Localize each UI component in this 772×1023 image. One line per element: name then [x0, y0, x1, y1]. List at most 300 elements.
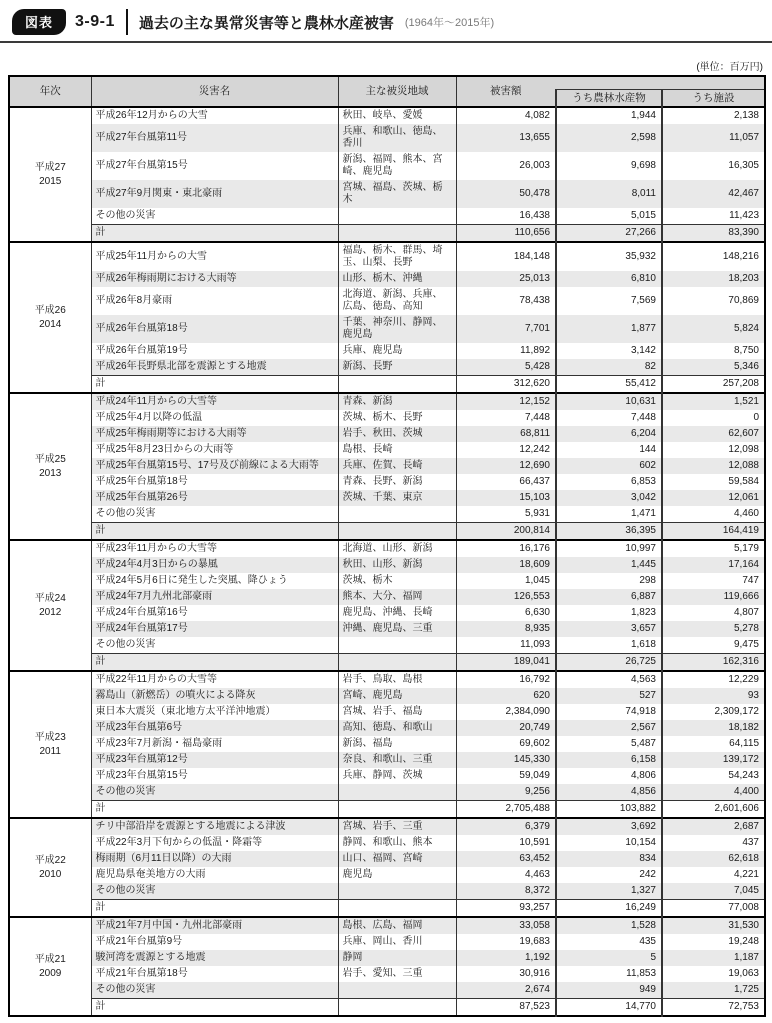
- damage-amount-cell: 18,609: [456, 557, 556, 573]
- region-cell: 兵庫、佐賀、長崎: [338, 458, 456, 474]
- facility-damage-cell: 5,179: [662, 540, 765, 557]
- damage-amount-cell: 620: [456, 688, 556, 704]
- disaster-name-cell: 霧島山（新燃岳）の噴火による降灰: [91, 688, 338, 704]
- total-agri-cell: 36,395: [556, 523, 662, 541]
- agri-damage-cell: 949: [556, 982, 662, 999]
- era-label: 平成25: [34, 454, 66, 466]
- region-cell: [338, 523, 456, 541]
- agri-damage-cell: 6,158: [556, 752, 662, 768]
- region-cell: 熊本、大分、福岡: [338, 589, 456, 605]
- disaster-name-cell: 平成24年5月6日に発生した突風、降ひょう: [91, 573, 338, 589]
- era-label: 平成26: [34, 305, 66, 317]
- agri-damage-cell: 10,997: [556, 540, 662, 557]
- disaster-name-cell: 平成27年9月関東・東北豪雨: [91, 180, 338, 208]
- total-row: [9, 225, 765, 243]
- facility-damage-cell: 5,278: [662, 621, 765, 637]
- table-row: [9, 704, 765, 720]
- agri-damage-cell: 5,487: [556, 736, 662, 752]
- region-cell: 山口、福岡、宮崎: [338, 851, 456, 867]
- total-agri-cell: 14,770: [556, 999, 662, 1017]
- damage-amount-cell: 7,701: [456, 315, 556, 343]
- agri-damage-cell: 144: [556, 442, 662, 458]
- region-cell: 岩手、秋田、茨城: [338, 426, 456, 442]
- table-row: [9, 752, 765, 768]
- figure-number: 3-9-1: [75, 13, 115, 30]
- region-cell: 兵庫、和歌山、徳島、香川: [338, 124, 456, 152]
- title-year-range: (1964年～2015年): [404, 17, 495, 29]
- agri-damage-cell: 3,657: [556, 621, 662, 637]
- facility-damage-cell: 93: [662, 688, 765, 704]
- damage-amount-cell: 69,602: [456, 736, 556, 752]
- damage-amount-cell: 16,792: [456, 671, 556, 688]
- disaster-name-cell: 平成26年8月豪雨: [91, 287, 338, 315]
- disaster-name-cell: チリ中部沿岸を震源とする地震による津波: [91, 818, 338, 835]
- region-cell: 新潟、福岡、熊本、宮崎、鹿児島: [338, 152, 456, 180]
- table-row: [9, 818, 765, 835]
- table-row: [9, 490, 765, 506]
- facility-damage-cell: 9,475: [733, 639, 759, 651]
- total-agri-cell: 27,266: [556, 225, 662, 243]
- disaster-name-cell: その他の災害: [91, 208, 338, 225]
- damage-amount-cell: 78,438: [456, 287, 556, 315]
- region-cell: 秋田、山形、新潟: [338, 557, 456, 573]
- disaster-name-cell: 平成23年7月新潟・福島豪雨: [91, 736, 338, 752]
- region-cell: [338, 506, 456, 523]
- damage-subheader-strip: [556, 76, 765, 89]
- year-label: 2013: [39, 467, 62, 479]
- facility-damage-cell: 18,182: [662, 720, 765, 736]
- figure-header: [0, 0, 772, 41]
- facility-damage-cell: 747: [742, 575, 759, 587]
- agri-damage-cell: 5: [556, 950, 662, 966]
- table-row: [9, 442, 765, 458]
- agri-damage-cell: 1,528: [556, 917, 662, 934]
- year-label: 2012: [39, 606, 62, 618]
- agri-damage-cell: 35,932: [556, 242, 662, 271]
- total-label-cell: 計: [91, 523, 338, 541]
- facility-damage-cell: 1,725: [662, 982, 765, 999]
- region-cell: 兵庫、岡山、香川: [338, 934, 456, 950]
- total-label-cell: 計: [91, 801, 338, 819]
- region-cell: 兵庫、鹿児島: [338, 343, 456, 359]
- table-row: [9, 271, 765, 287]
- year-cell: [9, 242, 91, 393]
- region-cell: 静岡: [338, 950, 456, 966]
- table-row: [9, 851, 765, 867]
- disaster-name-cell: 平成26年梅雨期における大雨等: [91, 271, 338, 287]
- facility-damage-cell: 70,869: [728, 295, 759, 307]
- facility-damage-cell: 0: [753, 412, 759, 424]
- disaster-name-cell: その他の災害: [91, 883, 338, 900]
- agri-damage-cell: 3,042: [556, 490, 662, 506]
- table-row: [9, 867, 765, 883]
- facility-damage-cell: 18,203: [662, 271, 765, 287]
- region-cell: 鹿児島: [338, 867, 456, 883]
- disaster-name-cell: 平成26年台風第18号: [91, 315, 338, 343]
- region-cell: [338, 654, 456, 672]
- table-row: [9, 208, 765, 225]
- region-cell: [338, 784, 456, 801]
- table-row: [9, 835, 765, 851]
- region-cell: 静岡、和歌山、熊本: [338, 835, 456, 851]
- region-cell: 岩手、愛知、三重: [338, 966, 456, 982]
- region-cell: [338, 801, 456, 819]
- facility-damage-cell: 12,061: [662, 490, 765, 506]
- total-damage-cell: 110,656: [456, 225, 556, 243]
- disaster-name-cell: 平成24年台風第16号: [91, 605, 338, 621]
- total-damage-cell: 189,041: [456, 654, 556, 672]
- disaster-name-cell: 平成25年台風第26号: [91, 490, 338, 506]
- agri-damage-cell: 1,877: [556, 315, 662, 343]
- agri-damage-cell: 7,448: [556, 410, 662, 426]
- era-label: 平成24: [34, 593, 66, 605]
- total-row: [9, 654, 765, 672]
- region-cell: 青森、新潟: [338, 393, 456, 410]
- region-cell: 宮城、岩手、福島: [338, 704, 456, 720]
- year-label: 2011: [39, 745, 61, 757]
- total-agri-cell: 103,882: [556, 801, 662, 819]
- total-damage-cell: 87,523: [456, 999, 556, 1017]
- agri-damage-cell: 6,887: [556, 589, 662, 605]
- table-row: [9, 966, 765, 982]
- region-cell: [338, 999, 456, 1017]
- disaster-name-cell: 平成23年11月からの大雪等: [91, 540, 338, 557]
- region-cell: 島根、広島、福岡: [338, 917, 456, 934]
- damage-amount-cell: 33,058: [456, 917, 556, 934]
- disaster-name-cell: 鹿児島県奄美地方の大雨: [91, 867, 338, 883]
- facility-damage-cell: 5,824: [662, 315, 765, 343]
- damage-amount-cell: 16,438: [456, 208, 556, 225]
- damage-amount-cell: 11,093: [456, 637, 556, 654]
- region-cell: [338, 376, 456, 394]
- table-row: [9, 720, 765, 736]
- table-row: [9, 671, 765, 688]
- region-cell: 高知、徳島、和歌山: [338, 720, 456, 736]
- facility-damage-cell: 54,243: [728, 770, 759, 782]
- total-facility-cell: 72,753: [662, 999, 765, 1017]
- facility-damage-cell: 5,346: [662, 359, 765, 376]
- facility-damage-cell: 7,045: [662, 883, 765, 900]
- damage-amount-cell: 145,330: [456, 752, 556, 768]
- table-row: [9, 540, 765, 557]
- table-row: [9, 573, 765, 589]
- table-row: [9, 736, 765, 752]
- total-damage-cell: 2,705,488: [456, 801, 556, 819]
- year-label: 2010: [39, 868, 62, 880]
- total-facility-cell: 164,419: [662, 523, 765, 541]
- table-row: [9, 287, 765, 315]
- table-row: [9, 343, 765, 359]
- damage-amount-cell: 25,013: [456, 271, 556, 287]
- facility-damage-cell: 12,098: [728, 444, 759, 456]
- facility-damage-cell: 4,460: [733, 508, 759, 520]
- region-cell: 兵庫、静岡、茨城: [338, 768, 456, 784]
- total-damage-cell: 312,620: [456, 376, 556, 394]
- region-cell: 宮崎、鹿児島: [338, 688, 456, 704]
- total-row: [9, 999, 765, 1017]
- disaster-name-cell: 平成24年4月3日からの暴風: [91, 557, 338, 573]
- disaster-damage-table: [8, 75, 766, 1017]
- facility-damage-cell: 11,057: [662, 124, 765, 152]
- agri-damage-cell: 1,445: [556, 557, 662, 573]
- disaster-name-cell: 平成25年8月23日からの大雨等: [91, 442, 338, 458]
- year-label: 2015: [39, 175, 62, 187]
- agri-damage-cell: 6,810: [556, 271, 662, 287]
- agri-damage-cell: 3,692: [556, 818, 662, 835]
- table-row: [9, 950, 765, 966]
- region-cell: [338, 883, 456, 900]
- table-row: [9, 637, 765, 654]
- facility-damage-cell: 2,138: [662, 107, 765, 124]
- agri-damage-cell: 7,569: [556, 287, 662, 315]
- damage-amount-cell: 26,003: [456, 152, 556, 180]
- total-label-cell: 計: [91, 900, 338, 918]
- region-cell: 北海道、新潟、兵庫、広島、徳島、高知: [338, 287, 456, 315]
- disaster-name-cell: 平成25年台風第15号、17号及び前線による大雨等: [91, 458, 338, 474]
- facility-damage-cell: 2,687: [662, 818, 765, 835]
- disaster-name-cell: 平成26年台風第19号: [91, 343, 338, 359]
- facility-damage-cell: 139,172: [662, 752, 765, 768]
- region-cell: 青森、長野、新潟: [338, 474, 456, 490]
- table-header: [9, 76, 765, 107]
- damage-amount-cell: 68,811: [456, 426, 556, 442]
- damage-amount-cell: 15,103: [456, 490, 556, 506]
- table-row: [9, 180, 765, 208]
- total-facility-cell: 2,601,606: [662, 801, 765, 819]
- damage-amount-cell: 6,630: [456, 605, 556, 621]
- table-row: [9, 242, 765, 271]
- agri-damage-cell: 298: [556, 573, 662, 589]
- total-row: [9, 376, 765, 394]
- region-cell: [338, 208, 456, 225]
- agri-damage-cell: 9,698: [556, 152, 662, 180]
- facility-damage-cell: 119,666: [662, 589, 765, 605]
- facility-damage-cell: 4,807: [733, 607, 759, 619]
- disaster-name-cell: その他の災害: [91, 784, 338, 801]
- agri-damage-cell: 3,142: [556, 343, 662, 359]
- table-row: [9, 768, 765, 784]
- damage-amount-cell: 13,655: [456, 124, 556, 152]
- damage-amount-cell: 126,553: [456, 589, 556, 605]
- facility-damage-cell: 2,309,172: [714, 706, 759, 718]
- disaster-name-cell: 平成27年台風第15号: [91, 152, 338, 180]
- disaster-name-cell: 平成25年11月からの大雪: [91, 242, 338, 271]
- disaster-name-cell: 平成21年7月中国・九州北部豪雨: [91, 917, 338, 934]
- disaster-name-cell: 平成22年11月からの大雪等: [91, 671, 338, 688]
- region-cell: 島根、長崎: [338, 442, 456, 458]
- agri-damage-cell: 2,567: [556, 720, 662, 736]
- total-label-cell: 計: [91, 225, 338, 243]
- facility-damage-cell: 62,618: [662, 851, 765, 867]
- damage-amount-cell: 63,452: [456, 851, 556, 867]
- agri-damage-cell: 4,806: [556, 768, 662, 784]
- table-row: [9, 589, 765, 605]
- agri-damage-cell: 1,944: [556, 107, 662, 124]
- disaster-name-cell: 平成23年台風第12号: [91, 752, 338, 768]
- facility-damage-cell: 8,750: [733, 345, 759, 357]
- agri-damage-cell: 4,856: [556, 784, 662, 801]
- total-facility-cell: 257,208: [662, 376, 765, 394]
- disaster-name-cell: 平成26年12月からの大雪: [91, 107, 338, 124]
- agri-damage-cell: 1,471: [556, 506, 662, 523]
- table-row: [9, 458, 765, 474]
- table-row: [9, 152, 765, 180]
- table-row: [9, 917, 765, 934]
- region-cell: 山形、栃木、沖縄: [338, 271, 456, 287]
- total-facility-cell: 77,008: [662, 900, 765, 918]
- total-row: [9, 900, 765, 918]
- damage-amount-cell: 2,674: [456, 982, 556, 999]
- region-cell: [338, 637, 456, 654]
- damage-amount-cell: 59,049: [456, 768, 556, 784]
- agri-damage-cell: 82: [556, 359, 662, 376]
- era-label: 平成23: [34, 732, 66, 744]
- damage-amount-cell: 30,916: [456, 966, 556, 982]
- disaster-name-cell: 東日本大震災（東北地方太平洋沖地震）: [91, 704, 338, 720]
- damage-amount-cell: 184,148: [456, 242, 556, 271]
- facility-damage-cell: 1,187: [662, 950, 765, 966]
- region-cell: 茨城、栃木: [338, 573, 456, 589]
- unit-note: (単位：百万円): [696, 62, 763, 73]
- agri-damage-cell: 11,853: [556, 966, 662, 982]
- column-header-year: 年次: [9, 76, 91, 107]
- era-label: 平成22: [34, 855, 66, 867]
- damage-amount-cell: 12,242: [456, 442, 556, 458]
- year-label: 2009: [39, 967, 62, 979]
- region-cell: 茨城、栃木、長野: [338, 410, 456, 426]
- damage-amount-cell: 10,591: [456, 835, 556, 851]
- facility-damage-cell: 437: [742, 837, 759, 849]
- agri-damage-cell: 602: [556, 458, 662, 474]
- table-row: [9, 359, 765, 376]
- region-cell: 奈良、和歌山、三重: [338, 752, 456, 768]
- table-row: [9, 474, 765, 490]
- column-header-region: 主な被災地域: [338, 76, 456, 107]
- column-header-agri: うち農林水産物: [556, 89, 662, 107]
- damage-amount-cell: 7,448: [456, 410, 556, 426]
- damage-amount-cell: 19,683: [456, 934, 556, 950]
- total-agri-cell: 16,249: [556, 900, 662, 918]
- year-cell: [9, 917, 91, 1016]
- facility-damage-cell: 12,229: [662, 671, 765, 688]
- agri-damage-cell: 242: [556, 867, 662, 883]
- disaster-name-cell: 平成26年長野県北部を震源とする地震: [91, 359, 338, 376]
- region-cell: 宮城、福島、茨城、栃木: [338, 180, 456, 208]
- table-row: [9, 315, 765, 343]
- damage-amount-cell: 4,463: [456, 867, 556, 883]
- facility-damage-cell: 59,584: [728, 476, 759, 488]
- year-cell: [9, 393, 91, 540]
- region-cell: 宮城、岩手、三重: [338, 818, 456, 835]
- agri-damage-cell: 527: [556, 688, 662, 704]
- total-damage-cell: 200,814: [456, 523, 556, 541]
- damage-amount-cell: 66,437: [456, 474, 556, 490]
- facility-damage-cell: 1,521: [662, 393, 765, 410]
- damage-amount-cell: 50,478: [456, 180, 556, 208]
- facility-damage-cell: 42,467: [662, 180, 765, 208]
- damage-amount-cell: 2,384,090: [456, 704, 556, 720]
- total-row: [9, 523, 765, 541]
- total-facility-cell: 83,390: [662, 225, 765, 243]
- table-row: [9, 934, 765, 950]
- era-label: 平成27: [34, 162, 66, 174]
- damage-amount-cell: 5,428: [456, 359, 556, 376]
- damage-amount-cell: 8,935: [456, 621, 556, 637]
- disaster-name-cell: その他の災害: [91, 506, 338, 523]
- total-label-cell: 計: [91, 999, 338, 1017]
- region-cell: 新潟、福島: [338, 736, 456, 752]
- column-header-facility: うち施設: [662, 89, 765, 107]
- agri-damage-cell: 834: [556, 851, 662, 867]
- region-cell: [338, 900, 456, 918]
- title-divider: [126, 9, 128, 35]
- agri-damage-cell: 2,598: [556, 124, 662, 152]
- damage-amount-cell: 1,192: [456, 950, 556, 966]
- disaster-name-cell: 平成25年梅雨期等における大雨等: [91, 426, 338, 442]
- disaster-name-cell: 平成25年4月以降の低温: [91, 410, 338, 426]
- region-cell: 北海道、山形、新潟: [338, 540, 456, 557]
- agri-damage-cell: 4,563: [556, 671, 662, 688]
- facility-damage-cell: 4,221: [733, 869, 759, 881]
- damage-amount-cell: 12,690: [456, 458, 556, 474]
- disaster-name-cell: 平成22年3月下旬からの低温・降霜等: [91, 835, 338, 851]
- damage-amount-cell: 20,749: [456, 720, 556, 736]
- region-cell: 茨城、千葉、東京: [338, 490, 456, 506]
- disaster-name-cell: 平成24年7月九州北部豪雨: [91, 589, 338, 605]
- table-body: [9, 107, 765, 1016]
- table-row: [9, 982, 765, 999]
- agri-damage-cell: 6,853: [556, 474, 662, 490]
- year-cell: [9, 671, 91, 818]
- agri-damage-cell: 6,204: [556, 426, 662, 442]
- damage-amount-cell: 5,931: [456, 506, 556, 523]
- table-row: [9, 506, 765, 523]
- year-cell: [9, 818, 91, 917]
- table-row: [9, 621, 765, 637]
- year-cell: [9, 107, 91, 242]
- table-row: [9, 605, 765, 621]
- agri-damage-cell: 1,327: [556, 883, 662, 900]
- disaster-name-cell: 平成24年台風第17号: [91, 621, 338, 637]
- table-row: [9, 784, 765, 801]
- year-label: 2014: [39, 318, 62, 330]
- header-rule: [0, 41, 772, 43]
- damage-amount-cell: 16,176: [456, 540, 556, 557]
- table-row: [9, 410, 765, 426]
- facility-damage-cell: 17,164: [662, 557, 765, 573]
- agri-damage-cell: 1,618: [556, 637, 662, 654]
- total-row: [9, 801, 765, 819]
- facility-damage-cell: 31,530: [662, 917, 765, 934]
- agri-damage-cell: 5,015: [556, 208, 662, 225]
- table-row: [9, 393, 765, 410]
- agri-damage-cell: 74,918: [556, 704, 662, 720]
- disaster-name-cell: 平成23年台風第6号: [91, 720, 338, 736]
- year-cell: [9, 540, 91, 671]
- agri-damage-cell: 10,154: [556, 835, 662, 851]
- disaster-name-cell: その他の災害: [91, 982, 338, 999]
- facility-damage-cell: 4,400: [662, 784, 765, 801]
- total-label-cell: 計: [91, 376, 338, 394]
- region-cell: 鹿児島、沖縄、長崎: [338, 605, 456, 621]
- facility-damage-cell: 62,607: [662, 426, 765, 442]
- disaster-name-cell: 平成23年台風第15号: [91, 768, 338, 784]
- facility-damage-cell: 12,088: [662, 458, 765, 474]
- disaster-name-cell: 平成27年台風第11号: [91, 124, 338, 152]
- facility-damage-cell: 64,115: [729, 738, 759, 750]
- region-cell: 新潟、長野: [338, 359, 456, 376]
- table-row: [9, 557, 765, 573]
